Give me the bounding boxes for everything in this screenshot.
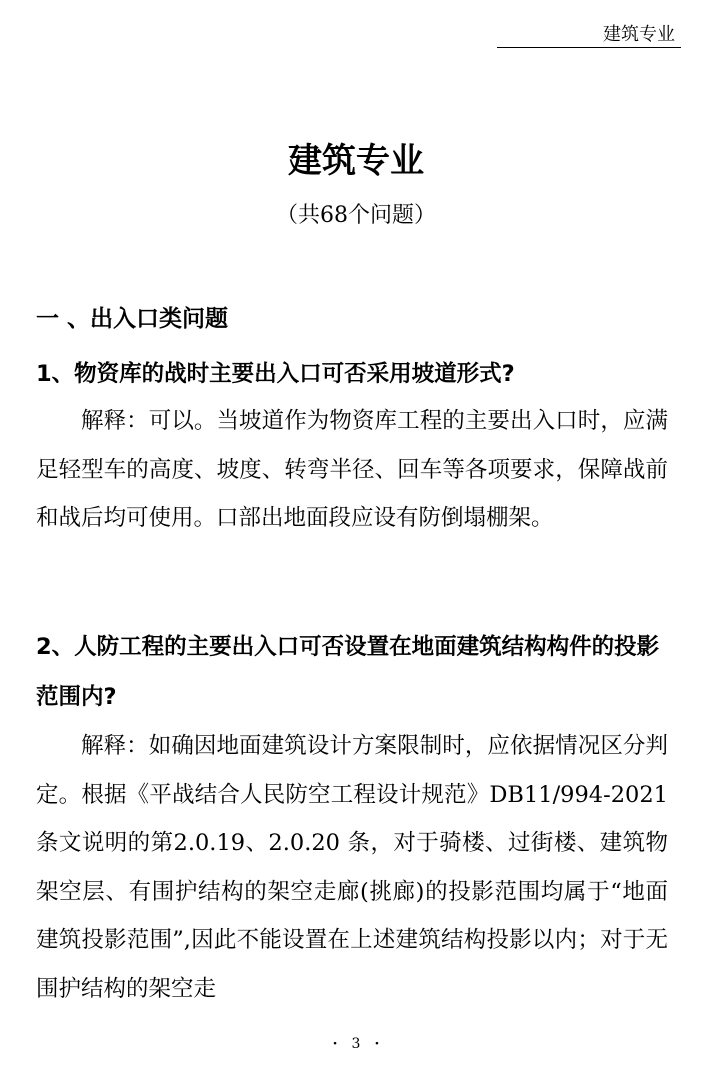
question-1: 1、物资库的战时主要出入口可否采用坡道形式? — [36, 361, 515, 387]
page-subtitle: （共68个问题） — [276, 203, 436, 228]
page-title: 建筑专业 — [288, 141, 424, 181]
question-2: 2、人防工程的主要出入口可否设置在地面建筑结构构件的投影范围内? — [36, 634, 660, 710]
footer-dot-left: · — [332, 1036, 338, 1052]
page-number-footer — [0, 1034, 712, 1054]
answer-1: 解释：可以。当坡道作为物资库工程的主要出入口时，应满足轻型车的高度、坡度、转弯半径、回车等各项要求，保障战前和战后均可使用。口部出地面段应设有防倒塌棚架。 — [36, 408, 668, 531]
footer-dot-right: · — [374, 1036, 380, 1052]
section-heading: 一 、出入口类问题 — [36, 306, 229, 332]
page-number: 3 — [351, 1036, 361, 1052]
answer-2: 解释：如确因地面建筑设计方案限制时，应依据情况区分判定。根据《平战结合人民防空工程设计规范》DB11/994-2021 条文说明的第2.0.19、2.0.20 条，对于骑楼、过街楼、建筑物架空层、有围护结构的架空走廊(挑廊)的投影范围均属于“地面建筑投影范围”,因此不能设置在上述建筑结构投影以内；对于无围护结构的架空走 — [36, 733, 668, 1002]
running-header: 建筑专业 — [497, 22, 681, 48]
